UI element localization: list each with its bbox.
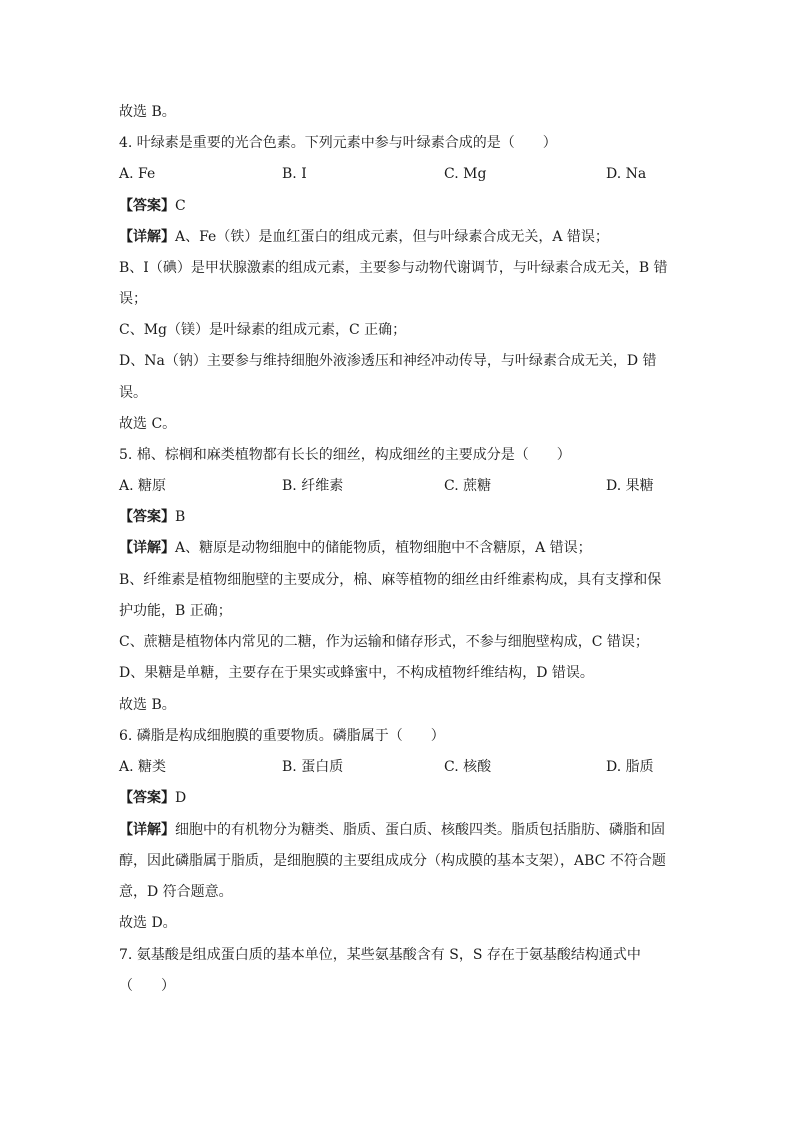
q5-detail-line: 护功能，B 正确； (119, 603, 232, 619)
q5-option-d: D. 果糖 (606, 478, 654, 494)
answer-value: D (175, 790, 187, 806)
q4-detail-line (119, 227, 679, 247)
answer-label: 【答案】 (119, 198, 175, 214)
q6-option-c: C. 核酸 (444, 759, 492, 775)
q4-answer (119, 196, 679, 216)
q5-detail-line: D、果糖是单糖，主要存在于果实或蜂蜜中，不构成植物纤维结构，D 错误。 (119, 665, 594, 681)
q6-detail-line: 醇，因此磷脂属于脂质，是细胞膜的主要组成成分（构成膜的基本支架），ABC 不符合题 (119, 853, 666, 869)
q7-stem-continued: （ ） (119, 978, 175, 994)
q5-answer (119, 507, 679, 527)
q5-detail-line: B、纤维素是植物细胞壁的主要成分，棉、麻等植物的细丝由纤维素构成，具有支撑和保 (119, 572, 662, 588)
q5-detail-line: C、蔗糖是植物体内常见的二糖，作为运输和储存形式，不参与细胞壁构成，C 错误； (119, 634, 649, 650)
q5-option-b: B. 纤维素 (282, 478, 344, 494)
q6-detail-line (119, 820, 679, 840)
q4-option-a: A. Fe (119, 166, 156, 182)
detail-text: A、糖原是动物细胞中的储能物质，植物细胞中不含糖原，A 错误； (175, 540, 592, 556)
q6-detail-line: 意，D 符合题意。 (119, 884, 233, 900)
q6-conclusion: 故选 D。 (119, 915, 177, 931)
q6-option-a: A. 糖类 (119, 759, 167, 775)
detail-text: 细胞中的有机物分为糖类、脂质、蛋白质、核酸四类。脂质包括脂肪、磷脂和固 (175, 822, 665, 838)
q4-option-d: D. Na (606, 166, 647, 182)
q4-detail-line: B、I（碘）是甲状腺激素的组成元素，主要参与动物代谢调节，与叶绿素合成无关，B 错 (119, 260, 668, 276)
q4-detail-line: C、Mg（镁）是叶绿素的组成元素，C 正确； (119, 322, 407, 338)
q4-conclusion: 故选 C。 (119, 416, 177, 432)
q4-option-b: B. I (282, 166, 307, 182)
q3-conclusion: 故选 B。 (119, 104, 176, 120)
q4-option-c: C. Mg (444, 166, 487, 182)
q4-detail-line: 误。 (119, 385, 147, 401)
answer-value: B (175, 509, 186, 525)
q5-option-a: A. 糖原 (119, 478, 167, 494)
q4-stem: 4. 叶绿素是重要的光合色素。下列元素中参与叶绿素合成的是（ ） (119, 135, 557, 151)
q5-conclusion: 故选 B。 (119, 697, 176, 713)
detail-text: A、Fe（铁）是血红蛋白的组成元素，但与叶绿素合成无关，A 错误； (175, 229, 609, 245)
answer-label: 【答案】 (119, 509, 175, 525)
q6-stem: 6. 磷脂是构成细胞膜的重要物质。磷脂属于（ ） (119, 728, 445, 744)
answer-label: 【答案】 (119, 790, 175, 806)
detail-label: 【详解】 (119, 822, 175, 838)
detail-label: 【详解】 (119, 229, 175, 245)
q4-detail-line: D、Na（钠）主要参与维持细胞外液渗透压和神经冲动传导，与叶绿素合成无关，D 错 (119, 353, 657, 369)
detail-label: 【详解】 (119, 540, 175, 556)
answer-value: C (175, 198, 186, 214)
q6-option-b: B. 蛋白质 (282, 759, 344, 775)
q6-answer (119, 788, 679, 808)
q5-stem: 5. 棉、棕榈和麻类植物都有长长的细丝，构成细丝的主要成分是（ ） (119, 447, 571, 463)
q6-option-d: D. 脂质 (606, 759, 654, 775)
q7-stem: 7. 氨基酸是组成蛋白质的基本单位，某些氨基酸含有 S，S 存在于氨基酸结构通式中 (119, 947, 641, 963)
q4-detail-line: 误； (119, 291, 147, 307)
q5-option-c: C. 蔗糖 (444, 478, 492, 494)
q5-detail-line (119, 538, 679, 558)
